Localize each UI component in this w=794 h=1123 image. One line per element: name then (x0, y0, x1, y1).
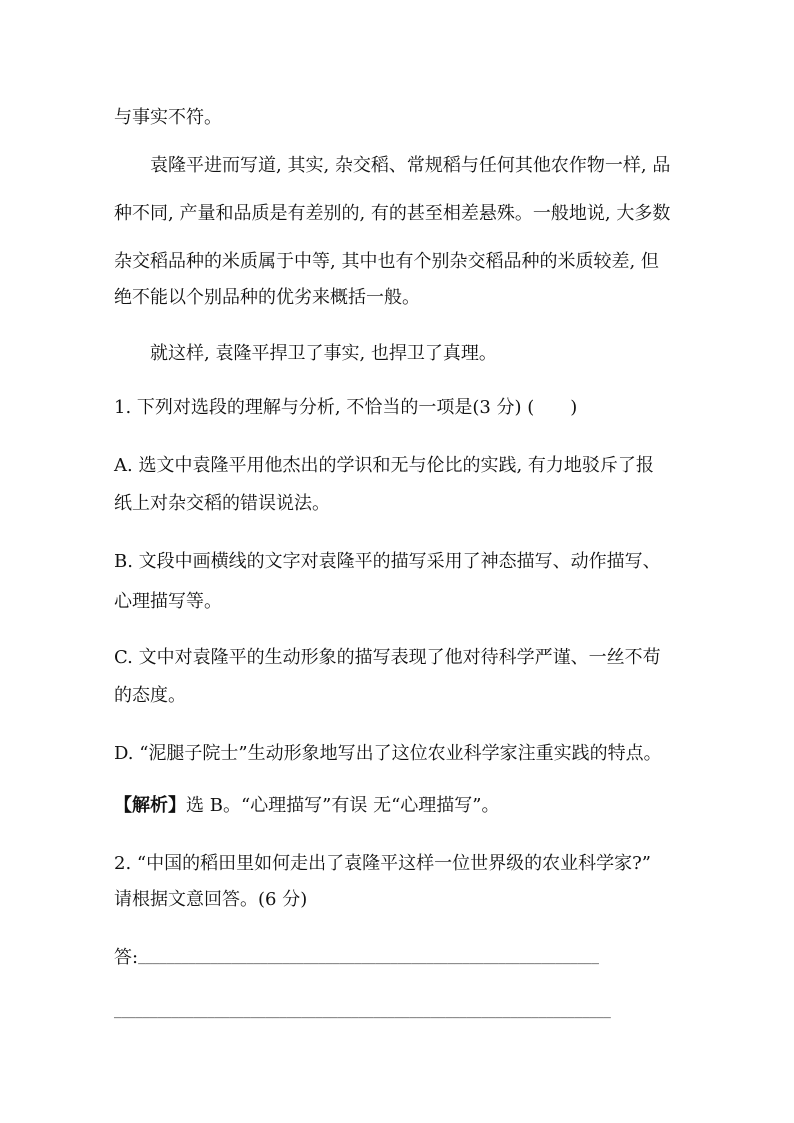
answer-label: 答: (114, 947, 139, 968)
option-b-line-1: B. 文段中画横线的文字对袁隆平的描写采用了神态描写、动作描写、 (114, 551, 661, 572)
paragraph-line: 袁隆平进而写道, 其实, 杂交稻、常规稻与任何其他农作物一样, 品 (150, 155, 671, 176)
option-c-line-2: 的态度。 (114, 685, 186, 706)
analysis-text: 选 B。“心理描写”有误 无“心理描写”。 (186, 795, 500, 816)
option-d: D. “泥腿子院士”生动形象地写出了这位农业科学家注重实践的特点。 (114, 743, 662, 764)
option-a-line-2: 纸上对杂交稻的错误说法。 (114, 493, 330, 514)
question-2-stem-line-2: 请根据文意回答。(6 分) (114, 889, 308, 910)
question-2-stem-line-1: 2. “中国的稻田里如何走出了袁隆平这样一位世界级的农业科学家?” (114, 853, 651, 874)
answer-line-1[interactable] (114, 946, 599, 972)
option-c-line-1: C. 文中对袁隆平的生动形象的描写表现了他对待科学严谨、一丝不苟 (114, 647, 661, 668)
paragraph-line: 种不同, 产量和品质是有差别的, 有的甚至相差悬殊。一般地说, 大多数 (114, 203, 671, 224)
paragraph-continuation: 与事实不符。 (114, 107, 222, 128)
analysis (114, 794, 499, 818)
answer-blank-2[interactable]: _____________________________________________________________________ (114, 1007, 611, 1021)
option-b-line-2: 心理描写等。 (114, 591, 222, 612)
analysis-label: 【解析】 (114, 795, 186, 816)
paragraph-line: 绝不能以个别品种的优劣来概括一般。 (114, 287, 420, 308)
option-a-line-1: A. 选文中袁隆平用他杰出的学识和无与伦比的实践, 有力地驳斥了报 (114, 455, 654, 476)
answer-blank-1[interactable]: ________________________________________________________________ (138, 953, 599, 967)
paragraph-line: 杂交稻品种的米质属于中等, 其中也有个别杂交稻品种的米质较差, 但 (114, 251, 659, 272)
paragraph-line: 就这样, 袁隆平捍卫了事实, 也捍卫了真理。 (150, 343, 497, 364)
question-1-stem: 1. 下列对选段的理解与分析, 不恰当的一项是(3 分) ( ) (114, 397, 578, 418)
